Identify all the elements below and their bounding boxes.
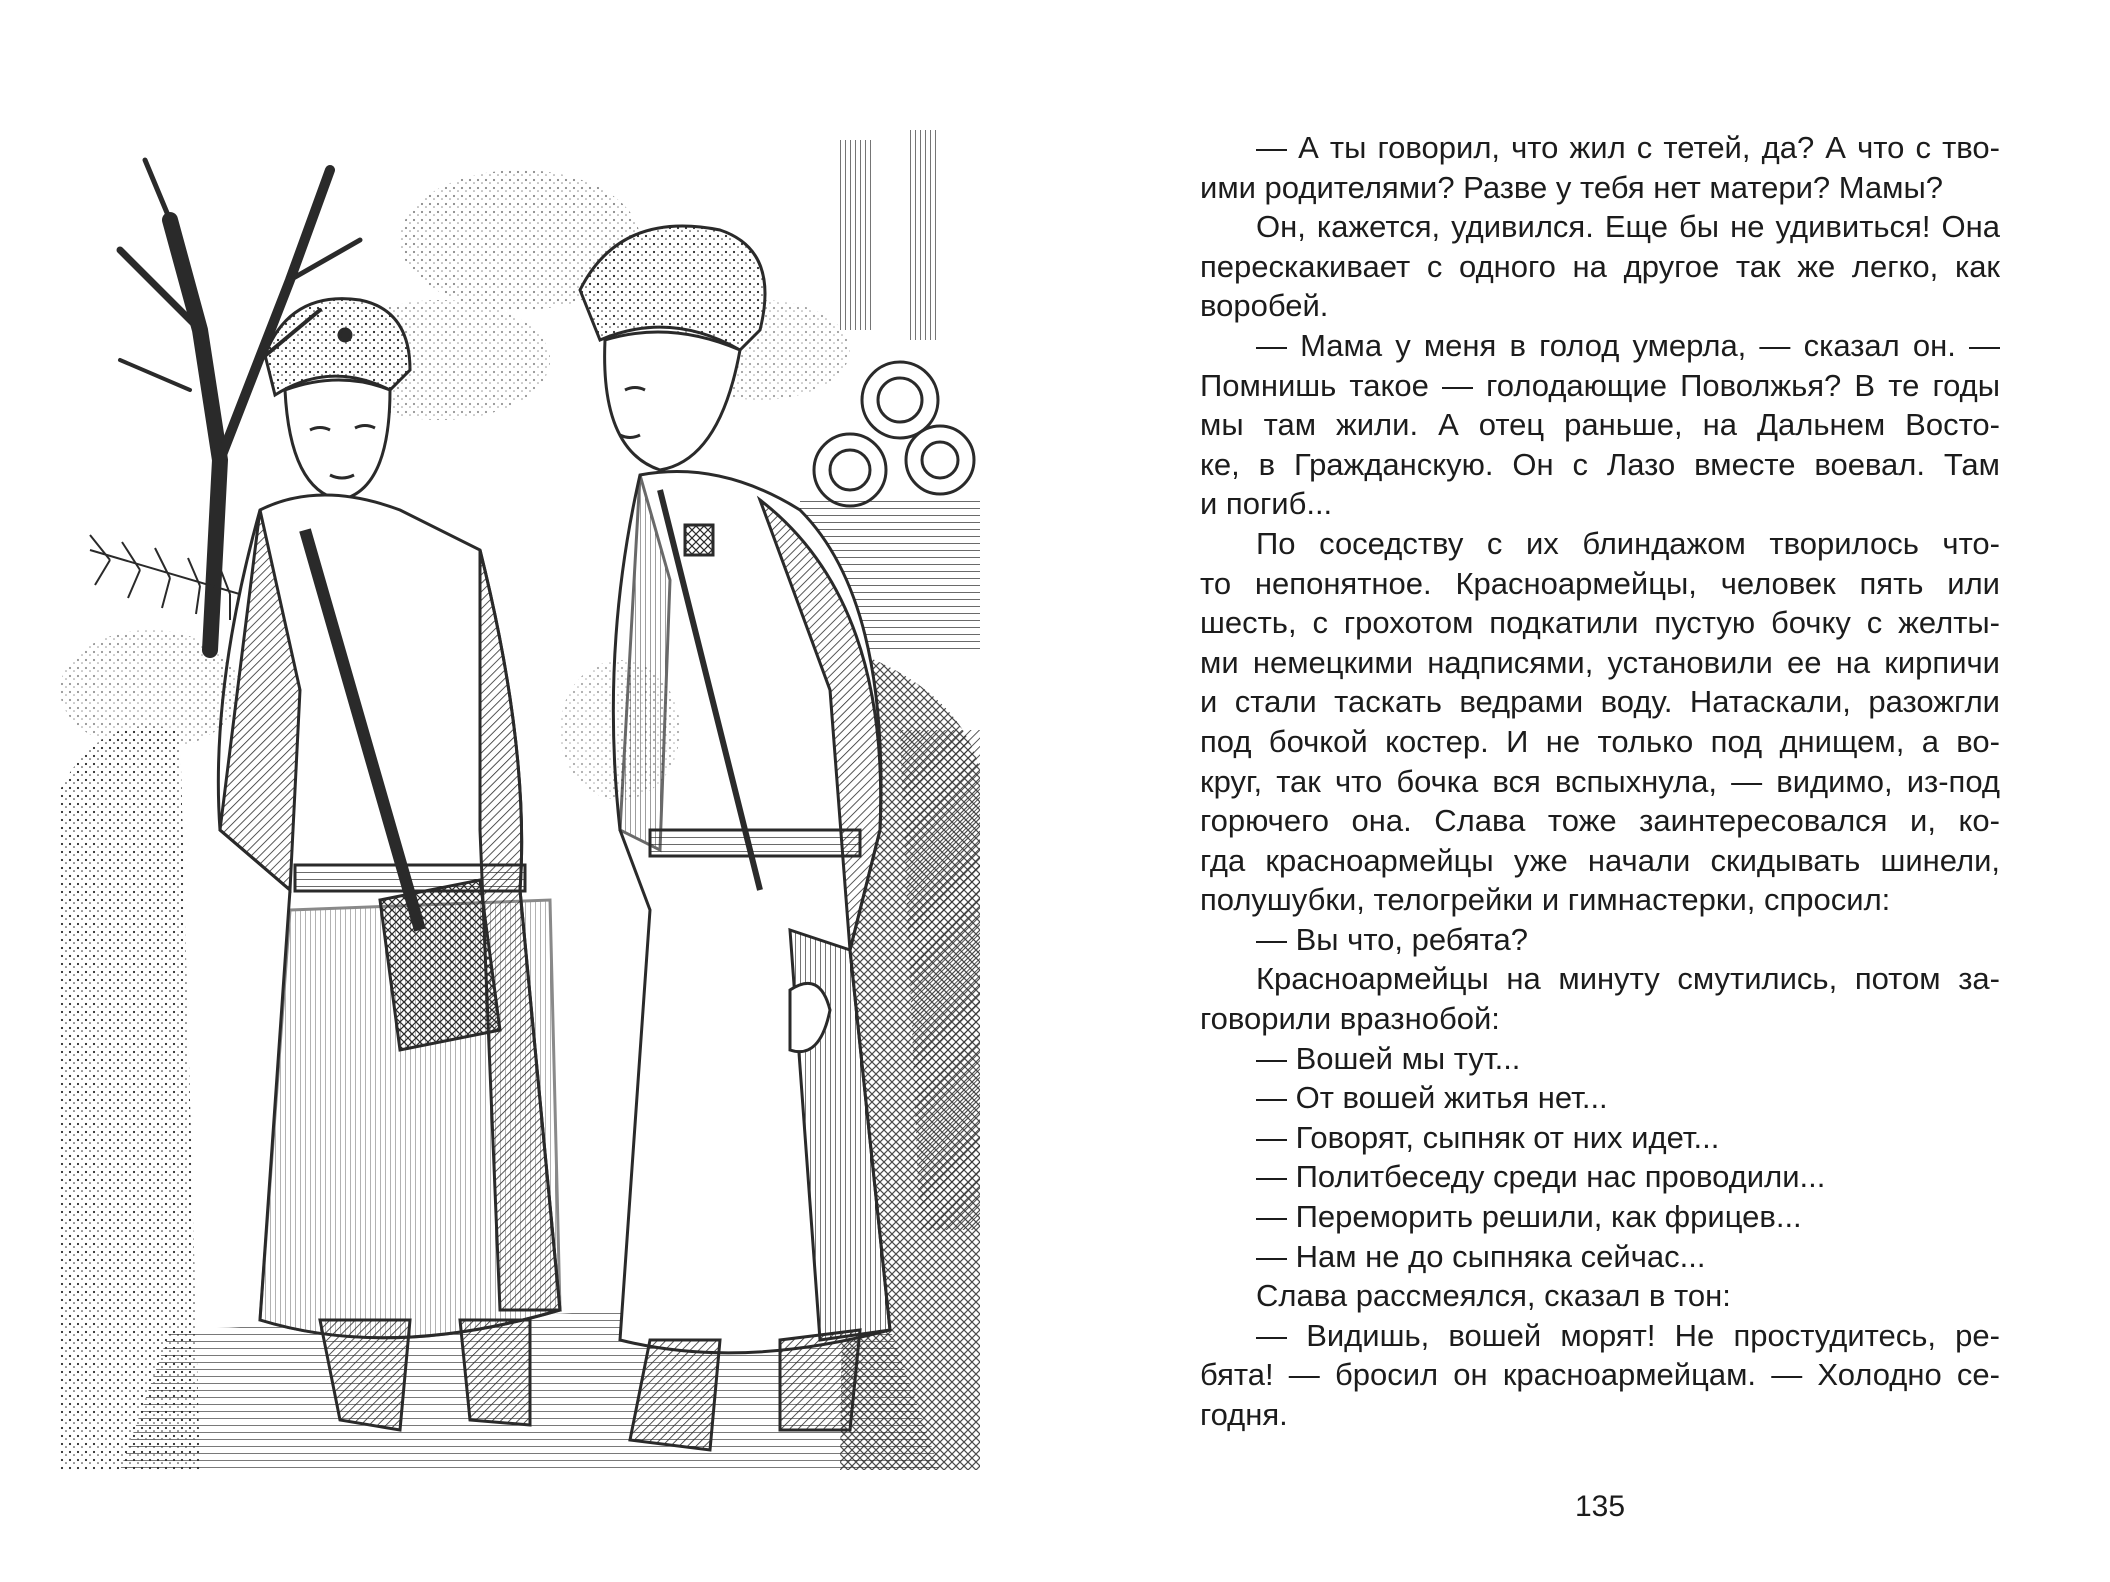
text-line: — Мама у меня в голод умерла, — сказал он. — [1256,327,2000,363]
text-line: Красноармейцы на минуту смутились, потом за- [1256,961,2000,997]
text-line: говорили вразнобой: [1200,1001,1500,1037]
text-line: ке, в Гражданскую. Он с Лазо вместе воевал. Там [1200,446,2000,482]
page-text [1200,128,2000,1435]
text-line: шесть, с грохотом подкатили пустую бочку с желты- [1200,605,2000,641]
text-line: воробей. [1200,288,1329,324]
pine-branch [90,535,260,620]
text-line: — Вы что, ребята? [1256,921,1528,957]
soldier-right [580,226,890,1450]
text-line: полушубки, телогрейки и гимнастерки, спросил: [1200,882,1891,918]
text-line: гда красноармейцы уже начали скидывать шинели, [1200,842,2000,878]
text-line: под бочкой костер. И не только под днищем, а во- [1200,723,2000,759]
text-line: и стали таскать ведрами воду. Натаскали, разожгли [1200,684,2000,720]
text-line: перескакивает с одного на другое так же легко, как [1200,248,2000,284]
text-line: то непонятное. Красноармейцы, человек пять или [1200,565,2000,601]
text-line: мы там жили. А отец раньше, на Дальнем Восто- [1200,407,2000,443]
page-number: 135 [1574,1490,1626,1523]
text-line: Он, кажется, удивился. Еще бы не удивиться! Она [1256,209,2000,245]
text-line: и погиб... [1200,486,1333,522]
illustration [60,130,980,1470]
text-line: — Говорят, сыпняк от них идет... [1256,1119,1720,1155]
text-line: Слава рассмеялся, сказал в тон: [1256,1278,1731,1314]
soldier-left [218,299,560,1430]
text-line: ми немецкими надписями, установили ее на кирпичи [1200,644,2000,680]
text-line: По соседству с их блиндажом творилось что- [1256,525,2000,561]
background-trees [840,130,938,340]
text-line: — Вошей мы тут... [1256,1040,1521,1076]
text-line: — А ты говорил, что жил с тетей, да? А что с тво- [1256,130,2000,165]
text-line: — Видишь, вошей морят! Не простудитесь, ре- [1256,1317,2000,1353]
text-line: — Политбеседу среди нас проводили... [1256,1159,1826,1195]
trench-soldiers-illustration [60,130,980,1470]
text-line: — Переморить решили, как фрицев... [1256,1199,1802,1235]
text-line: — Нам не до сыпняка сейчас... [1256,1238,1706,1274]
text-line: круг, так что бочка вся вспыхнула, — видимо, из-под [1200,763,2000,799]
text-line: горючего она. Слава тоже заинтересовался и, ко- [1200,803,2000,839]
text-line: Помнишь такое — голодающие Поволжья? В те годы [1200,367,2000,403]
text-line: ими родителями? Разве у тебя нет матери? Мамы? [1200,169,1944,205]
text-line: бята! — бросил он красноармейцам. — Холодно се- [1200,1357,2000,1393]
text-line: — От вошей житья нет... [1256,1080,1608,1116]
text-line: годня. [1200,1397,1288,1432]
